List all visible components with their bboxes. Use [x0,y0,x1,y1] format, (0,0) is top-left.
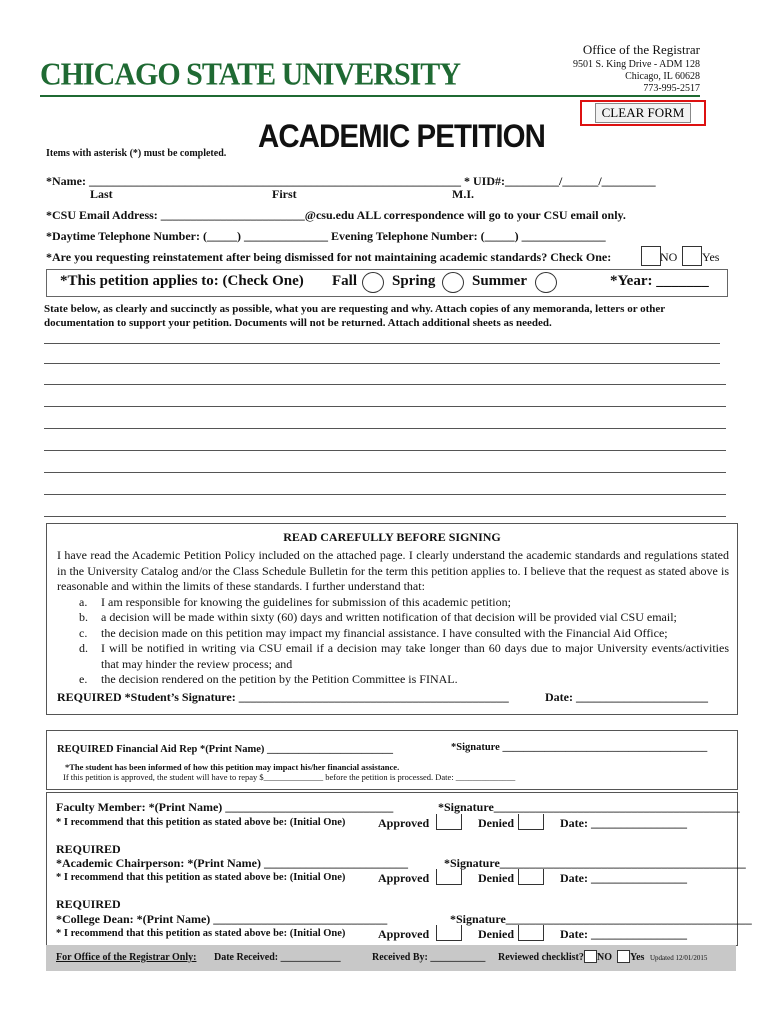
student-date-line[interactable]: Date: ______________________ [545,690,708,704]
student-signature-line[interactable]: REQUIRED *Student’s Signature: _____________________________________________ [57,690,509,704]
dean-name[interactable]: *College Dean: *(Print Name) _____________________________ [56,912,388,926]
checklist-no-checkbox[interactable] [584,950,597,963]
applies-to-label: *This petition applies to: (Check One) [60,273,304,289]
faculty-signature[interactable]: *Signature_________________________________________ [438,800,740,814]
date-received-field[interactable]: Date Received: ____________ [214,952,341,963]
chair-denied-label: Denied [478,871,514,885]
logo-underline [40,95,700,97]
received-by-field[interactable]: Received By: ___________ [372,952,486,963]
list-item: b. a decision will be made within sixty (60) days and written notification of that decision will be provided vial CSU email; [79,610,677,624]
no-label: NO [660,250,678,264]
reviewed-checklist-label: Reviewed checklist? [498,952,584,963]
faculty-denied-label: Denied [478,816,514,830]
dean-signature[interactable]: *Signature_________________________________________ [450,912,752,926]
summer-radio[interactable] [535,272,557,293]
financial-aid-box [46,730,738,790]
university-logo: CHICAGO STATE UNIVERSITY [40,57,460,92]
petition-line[interactable] [44,406,726,407]
phone-line[interactable]: *Daytime Telephone Number: (_____) ______________ Evening Telephone Number: (_____) ______________ [46,229,606,243]
dean-date[interactable]: Date: ________________ [560,927,687,941]
clear-form-button[interactable] [580,100,706,126]
fall-label: Fall [332,273,357,289]
faculty-date[interactable]: Date: ________________ [560,816,687,830]
agreement-intro: I have read the Academic Petition Policy included on the attached page. I clearly understand the academic standards and regulations stated in the University Catalog and/or the Class Schedule Bulletin for the term this petition applies to. I believe that the request as stated above is reasonable and within the limits of these standards. I further understand that: [57,548,729,593]
clear-form-label: CLEAR FORM [595,103,692,123]
list-item: c. the decision made on this petition may impact my financial assistance. I have consulted with the Financial Aid Office; [79,625,668,640]
list-item: e. the decision rendered on the petition by the Petition Committee is FINAL. [79,672,458,686]
office-title: Office of the Registrar [582,42,700,57]
name-sub-mi: M.I. [452,187,474,201]
petition-line[interactable] [44,428,726,429]
list-item: a. I am responsible for knowing the guidelines for submission of this academic petition; [79,594,511,609]
financial-aid-signature[interactable]: *Signature _______________________________________ [451,742,708,753]
chair-denied-field[interactable] [518,869,544,885]
reinstatement-no-checkbox[interactable] [641,246,661,266]
petition-line[interactable] [44,363,720,364]
chair-approved-field[interactable] [436,869,462,885]
dean-approved-field[interactable] [436,925,462,941]
faculty-approved-field[interactable] [436,814,462,830]
year-field[interactable]: *Year: _______ [610,273,709,289]
faculty-recommend: * I recommend that this petition as stated above be: (Initial One) [56,817,346,828]
dean-denied-label: Denied [478,927,514,941]
agreement-list [79,595,729,688]
checklist-no-label: NO [597,952,612,963]
agreement-box [46,523,738,715]
name-sub-last: Last [90,187,113,201]
agreement-heading: READ CAREFULLY BEFORE SIGNING [283,530,501,544]
spring-radio[interactable] [442,272,464,293]
dean-approved-label: Approved [378,927,430,941]
updated-date: Updated 12/01/2015 [650,954,708,962]
chair-recommend: * I recommend that this petition as stated above be: (Initial One) [56,872,346,883]
petition-line[interactable] [44,450,726,451]
registrar-only-label: For Office of the Registrar Only: [56,952,197,963]
dean-required: REQUIRED [56,897,121,911]
faculty-denied-field[interactable] [518,814,544,830]
dean-recommend: * I recommend that this petition as stated above be: (Initial One) [56,928,346,939]
name-sub-first: First [272,187,297,201]
faculty-name[interactable]: Faculty Member: *(Print Name) ____________________________ [56,800,394,814]
financial-aid-name[interactable]: REQUIRED Financial Aid Rep *(Print Name) ________________________ [57,744,393,755]
repay-note: If this petition is approved, the student will have to repay $______________ before the petition is processed. Date: ______________ [63,772,516,782]
list-item: d. I will be notified in writing via CSU email if a decision may take longer than 60 days due to major University events/activities that may hinder the review process; and [79,641,729,671]
phone: 773-995-2517 [643,83,700,94]
chair-approved-label: Approved [378,871,430,885]
registrar-address [573,44,700,95]
petition-line[interactable] [44,384,726,385]
fall-radio[interactable] [362,272,384,293]
asterisk-note: Items with asterisk (*) must be completed. [46,148,227,159]
petition-line[interactable] [44,343,720,344]
chair-required: REQUIRED [56,842,121,856]
chair-date[interactable]: Date: ________________ [560,871,687,885]
petition-line[interactable] [44,472,726,473]
email-line[interactable]: *CSU Email Address: ________________________@csu.edu ALL correspondence will go to your CSU email only. [46,208,626,222]
yes-label: Yes [702,250,720,264]
address-line2: Chicago, IL 60628 [625,71,700,82]
reinstatement-question: *Are you requesting reinstatement after being dismissed for not maintaining academic standards? Check One: [46,250,612,264]
summer-label: Summer [472,273,527,289]
name-uid-line[interactable]: *Name: ______________________________________________________________ * UID#:_________/______/_________ [46,174,656,188]
page-title: ACADEMIC PETITION [258,118,545,154]
spring-label: Spring [392,273,436,289]
dean-denied-field[interactable] [518,925,544,941]
petition-line[interactable] [44,494,726,495]
chair-signature[interactable]: *Signature_________________________________________ [444,856,746,870]
chair-name[interactable]: *Academic Chairperson: *(Print Name) ________________________ [56,856,408,870]
checklist-yes-checkbox[interactable] [617,950,630,963]
instructions-text: State below, as clearly and succinctly as possible, what you are requesting and why. Attach copies of any memoranda, letters or other documentation to support your petition. Documents will not be returned. Attach additional sheets as needed. [44,303,665,329]
financial-aid-note: *The student has been informed of how this petition may impact his/her financial assistance. [65,762,400,772]
faculty-approved-label: Approved [378,816,430,830]
petition-line[interactable] [44,516,726,517]
reinstatement-yes-checkbox[interactable] [682,246,702,266]
address-line1: 9501 S. King Drive - ADM 128 [573,59,700,70]
checklist-yes-label: Yes [630,952,645,963]
